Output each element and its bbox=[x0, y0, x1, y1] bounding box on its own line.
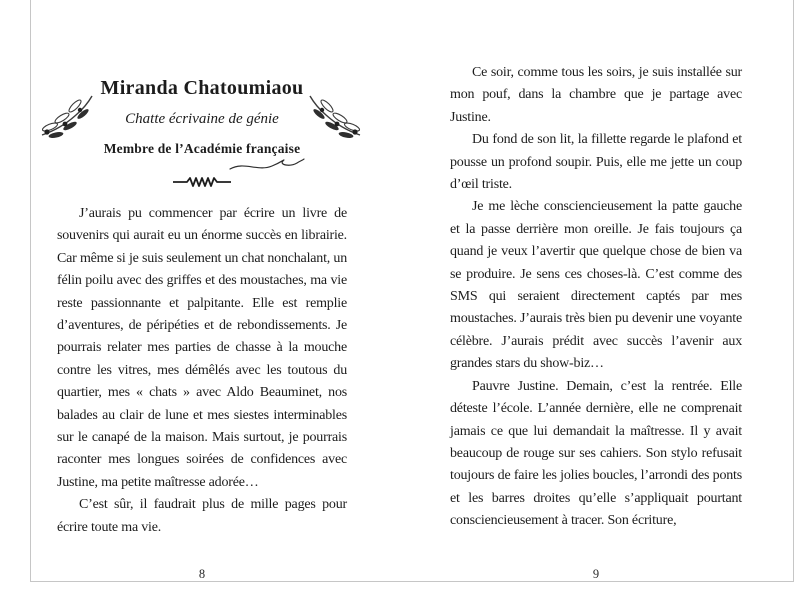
left-page-text bbox=[57, 203, 347, 539]
chapter-author-subtitle: Chatte écrivaine de génie bbox=[125, 111, 279, 127]
paragraph: Pauvre Justine. Demain, c’est la rentrée. Elle déteste l’école. L’année dernière, elle ne comprenait jamais ce que lui demandait la maîtresse. Il y avait beaucoup de rouge sur ses cahiers. Son stylo refusait toujours de faire les jolies boucles, l’arrondi des ponts et les barres droites qu’elle s’appliquait pourtant consciencieusement à tracer. Son écriture, bbox=[450, 378, 742, 529]
page-number-right: 9 bbox=[592, 567, 600, 581]
paragraph: Du fond de son lit, la fillette regarde le plafond et pousse un profond soupir. Puis, elle me jette un coup d’œil triste. bbox=[450, 132, 742, 193]
paragraph: J’aurais pu commencer par écrire un livre de souvenirs qui aurait eu un énorme succès en librairie. Car même si je suis seulement un chat nonchalant, un félin poilu avec des griffes et des moustaches, ma vie reste passionnante et palpitante. Elle est remplie d’aventures, de péripéties et de rebondissements. Je pourrais relater mes parties de chasse à la mouche contre les vitres, mes démêlés avec les toutous du quartier, mes « chats » avec Aldo Beauminet, nos balades au clair de lune et mes siestes interminables sur le canapé de la maison. Mais surtout, je pourrais raconter mes longues soirées de confidences avec Justine, ma petite maîtresse adorée… bbox=[57, 206, 347, 490]
chapter-author-title: Miranda Chatoumiaou bbox=[100, 77, 304, 99]
olive-branch-left-icon bbox=[40, 94, 94, 138]
paragraph: C’est sûr, il faudrait plus de mille pages pour écrire toute ma vie. bbox=[57, 497, 347, 535]
calligraphic-flourish-icon bbox=[228, 156, 306, 176]
paragraph: Ce soir, comme tous les soirs, je suis installée sur mon pouf, dans la chambre que je partage avec Justine. bbox=[450, 65, 742, 125]
page-number-left: 8 bbox=[198, 567, 206, 581]
right-page-text bbox=[450, 62, 742, 533]
paragraph: Je me lèche consciencieusement la patte gauche et la passe derrière mon oreille. Je fais toujours ça quand je veux l’avertir que quelque chose de bien va se produire. Je sens ces choses-là. C’est comme des SMS qui seraient directement captés par mes moustaches. J’aurais très bien pu devenir une voyante célèbre. J’aurais prédit avec succès l’avenir aux grandes stars du show-biz… bbox=[450, 199, 742, 372]
olive-branch-right-icon bbox=[308, 94, 362, 138]
chapter-author-role: Membre de l’Académie française bbox=[103, 141, 301, 156]
section-divider-icon bbox=[57, 175, 347, 194]
